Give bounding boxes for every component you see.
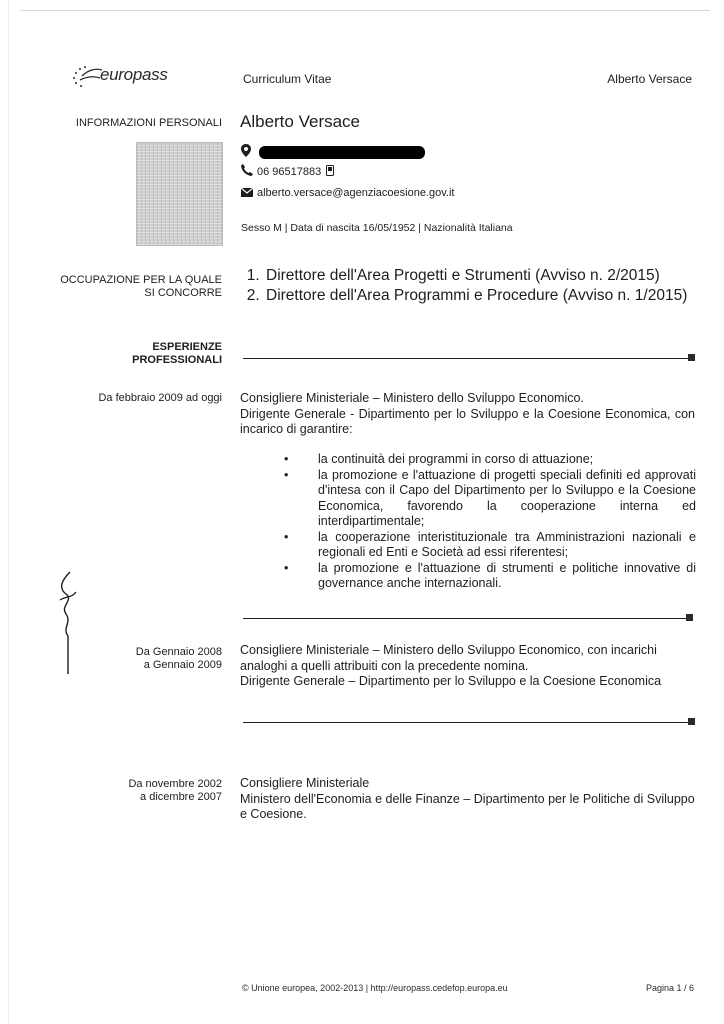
- experience-entry-1: [240, 391, 695, 438]
- occupation-item: 2. Direttore dell'Area Programmi e Procedure (Avviso n. 1/2015): [264, 286, 687, 306]
- phone-number: 06 96517883: [257, 165, 322, 178]
- mobile-icon: [326, 165, 334, 179]
- occupation-label-line1: OCCUPAZIONE PER LA QUALE: [60, 274, 222, 286]
- date-line: Da novembre 2002: [128, 778, 222, 790]
- occupation-label: [60, 274, 222, 300]
- profile-photo: [136, 142, 223, 246]
- europass-logo-text: europass: [100, 65, 168, 84]
- experience-entry-2: [240, 643, 695, 690]
- date-line: a Gennaio 2009: [143, 659, 222, 671]
- email-address[interactable]: alberto.versace@agenziacoesione.gov.it: [257, 187, 455, 199]
- redacted-address: [259, 146, 425, 159]
- europass-stars-icon: [70, 64, 104, 88]
- list-item: • la continuità dei programmi in corso di attuazione;: [284, 452, 696, 468]
- experience-bullets: [284, 452, 696, 592]
- experience-date: [128, 778, 222, 804]
- address-row: [241, 144, 425, 160]
- divider-marker: [688, 354, 695, 361]
- scan-border-top: [20, 10, 710, 11]
- experience-description: Dirigente Generale – Dipartimento per lo Sviluppo e la Coesione Economica: [240, 674, 662, 688]
- experience-date: Da febbraio 2009 ad oggi: [98, 392, 222, 404]
- experience-entry-3: [240, 776, 695, 823]
- candidate-name: Alberto Versace: [240, 112, 361, 131]
- handwritten-signature: [52, 570, 92, 680]
- occupation-list: [244, 266, 687, 306]
- date-line: Da Gennaio 2008: [135, 646, 222, 658]
- date-line: a dicembre 2007: [140, 791, 222, 803]
- experience-description: Ministero dell'Economia e delle Finanze – Dipartimento per le Politiche di Sviluppo e Coesione.: [240, 791, 695, 821]
- personal-details: Sesso M | Data di nascita 16/05/1952 | Nazionalità Italiana: [241, 222, 513, 234]
- footer-copyright: © Unione europea, 2002-2013 | http://europass.cedefop.europa.eu: [242, 983, 508, 993]
- scan-border-left: [8, 0, 9, 1024]
- experience-description: Dirigente Generale - Dipartimento per lo Sviluppo e la Coesione Economica, con incarico di garantire:: [240, 406, 695, 436]
- entry-divider: [243, 722, 693, 723]
- section-divider: [243, 358, 693, 359]
- list-item: • la cooperazione interistituzionale tra Amministrazioni nazionali e regionali ed Enti e Società ad essi riferentesi;: [284, 530, 696, 561]
- list-item: • la promozione e l'attuazione di progetti speciali definiti ed approvati d'intesa con il Capo del Dipartimento per lo Sviluppo e la Coesione Economica, favorendo la cooperazione interna ed interdipartimentale;: [284, 468, 696, 530]
- experience-label-line1: ESPERIENZE: [152, 341, 222, 353]
- divider-marker: [688, 718, 695, 725]
- divider-marker: [686, 614, 693, 621]
- experience-label-line2: PROFESSIONALI: [132, 354, 222, 366]
- occupation-item: 1. Direttore dell'Area Progetti e Strumenti (Avviso n. 2/2015): [264, 266, 687, 286]
- experience-date: [136, 646, 222, 672]
- location-pin-icon: [241, 144, 257, 160]
- experience-role: Consigliere Ministeriale – Ministero dello Sviluppo Economico, con incarichi analoghi a quelli attribuiti con la precedente nomina.: [240, 643, 657, 673]
- list-item: • la promozione e l'attuazione di strumenti e politiche innovative di governance anche internazionali.: [284, 561, 696, 592]
- experience-role: Consigliere Ministeriale – Ministero dello Sviluppo Economico.: [240, 391, 584, 405]
- page-number: Pagina 1 / 6: [645, 983, 694, 993]
- experience-role: Consigliere Ministeriale: [240, 776, 370, 790]
- experience-label: [132, 341, 222, 367]
- phone-row: [241, 164, 334, 179]
- header-name: Alberto Versace: [607, 72, 692, 86]
- email-icon: [241, 186, 257, 200]
- header-title: Curriculum Vitae: [243, 72, 332, 86]
- entry-divider: [243, 618, 691, 619]
- europass-logo: [70, 64, 190, 88]
- occupation-label-line2: SI CONCORRE: [144, 287, 222, 299]
- personal-info-label: INFORMAZIONI PERSONALI: [75, 117, 222, 129]
- phone-icon: [241, 164, 257, 179]
- email-row: [241, 186, 454, 200]
